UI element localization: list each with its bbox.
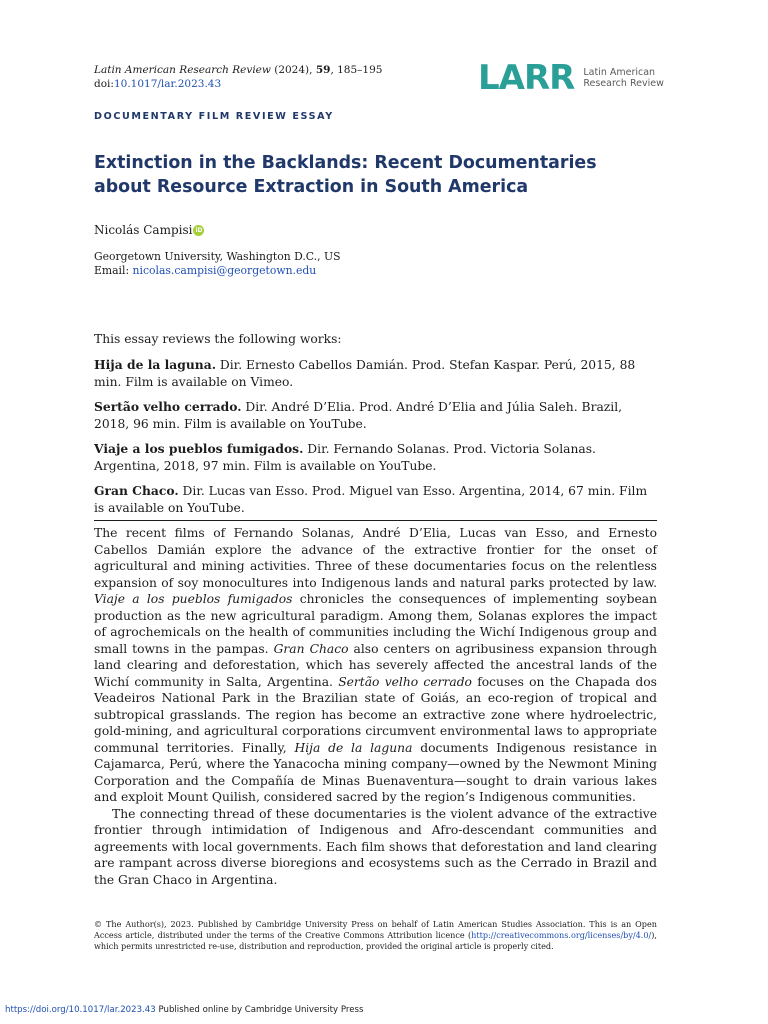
license-text: © The Author(s), 2023. Published by Cambridge University Press on behalf of Latin American Studies Association. This is an Open Access article, distributed under the terms of the Creative Commons Attribution licence (	[94, 919, 657, 940]
license-text: ), which permits unrestricted re-use, distribution and reproduction, provided the original article is properly cited.	[94, 930, 657, 951]
work-item	[94, 357, 657, 390]
body-text-span: focuses on the Chapada dos Veadeiros National Park in the Brazilian state of Goiás, an eco-region of tropical and subtropical grasslands. The region has become an extractive zone where hydroelectric, gold-mining, and agricultural corporations circumvent environmental laws to appropriate communal territories. Finally,	[94, 674, 657, 755]
author-affiliation: Georgetown University, Washington D.C., US	[94, 250, 341, 263]
body-text-span: documents Indigenous resistance in Cajamarca, Perú, where the Yanacocha mining company—owned by the Newmont Mining Corporation and the Compañía de Minas Buenaventura—sought to drain various lakes and exploit Mount Quilish, considered sacred by the region’s Indigenous communities.	[94, 740, 657, 804]
orcid-icon[interactable]: iD	[195, 226, 203, 234]
work-item	[94, 399, 657, 432]
doi-line	[94, 77, 221, 91]
footer-published: Published online by Cambridge University Press	[155, 1005, 364, 1015]
larr-logo	[478, 60, 664, 96]
work-title: Viaje a los pueblos fumigados.	[94, 441, 304, 456]
doi-label: doi:	[94, 78, 114, 90]
work-title: Gran Chaco.	[94, 483, 179, 498]
author-name: Nicolás Campisi	[94, 223, 193, 237]
body-paragraph	[94, 525, 657, 806]
article-title	[94, 151, 654, 199]
work-item	[94, 441, 657, 474]
journal-volume: 59	[315, 64, 331, 76]
journal-year: (2024),	[274, 64, 313, 76]
film-title-italic: Viaje a los pueblos fumigados	[94, 592, 293, 606]
title-line1: Extinction in the Backlands: Recent Documentaries	[94, 153, 597, 173]
logo-text-line2: Research Review	[583, 78, 664, 89]
author-email-line	[94, 264, 316, 278]
page-footer	[5, 1005, 363, 1016]
film-title-italic: Gran Chaco	[273, 641, 349, 656]
logo-text	[583, 67, 664, 89]
journal-name: Latin American Research Review	[94, 64, 271, 76]
email-label: Email:	[94, 264, 130, 277]
work-details: Dir. Lucas van Esso. Prod. Miguel van Esso. Argentina, 2014, 67 min. Film is available on YouTube.	[94, 484, 648, 515]
work-details: Dir. Ernesto Cabellos Damián. Prod. Stefan Kaspar. Perú, 2015, 88 min. Film is available on Vimeo.	[94, 358, 636, 389]
work-item	[94, 483, 657, 516]
body-text-span: chronicles the consequences of implementing soybean production as the new agricultural paradigm. Among them, Solanas explores the impact of agrochemicals on the health of communities including the Wichí Indigenous group and small towns in the pampas.	[94, 592, 657, 656]
footer-doi-link[interactable]: https://doi.org/10.1017/lar.2023.43	[5, 1005, 156, 1015]
logo-mark: LARR	[478, 58, 575, 98]
works-intro: This essay reviews the following works:	[94, 332, 342, 346]
film-title-italic: Hija de la laguna	[294, 740, 413, 755]
email-link[interactable]: nicolas.campisi@georgetown.edu	[132, 264, 317, 277]
section-label: DOCUMENTARY FILM REVIEW ESSAY	[94, 111, 334, 122]
journal-citation	[94, 63, 382, 77]
film-title-italic: Sertão velho cerrado	[338, 674, 472, 689]
author-line	[94, 222, 204, 238]
work-title: Hija de la laguna.	[94, 357, 216, 372]
license-note	[94, 919, 657, 952]
journal-pages: , 185–195	[330, 64, 383, 76]
divider-rule	[94, 520, 657, 521]
license-link[interactable]: http://creativecommons.org/licenses/by/4.0/	[471, 930, 652, 940]
body-text-span: The recent films of Fernando Solanas, André D’Elia, Lucas van Esso, and Ernesto Cabellos Damián explore the advance of the extractive frontier for the onset of agricultural and mining activities. Three of these documentaries focus on the relentless expansion of soy monocultures into Indigenous lands and natural parks protected by law.	[94, 526, 657, 590]
doi-link[interactable]: 10.1017/lar.2023.43	[113, 78, 222, 90]
article-body	[94, 525, 657, 888]
work-details: Dir. Fernando Solanas. Prod. Victoria Solanas. Argentina, 2018, 97 min. Film is available on YouTube.	[94, 442, 596, 473]
body-text-span: also centers on agribusiness expansion through land clearing and deforestation, which has severely affected the ancestral lands of the Wichí community in Salta, Argentina.	[94, 641, 658, 689]
work-details: Dir. André D’Elia. Prod. André D’Elia and Júlia Saleh. Brazil, 2018, 96 min. Film is available on YouTube.	[94, 400, 623, 431]
work-title: Sertão velho cerrado.	[94, 399, 242, 414]
body-paragraph: The connecting thread of these documentaries is the violent advance of the extractive frontier through intimidation of Indigenous and Afro-descendant communities and agreements with local governments. Each film shows that deforestation and land clearing are rampant across diverse bioregions and ecosystems such as the Cerrado in Brazil and the Gran Chaco in Argentina.	[94, 806, 657, 887]
logo-text-line1: Latin American	[583, 67, 656, 78]
title-line2: about Resource Extraction in South America	[94, 177, 529, 197]
